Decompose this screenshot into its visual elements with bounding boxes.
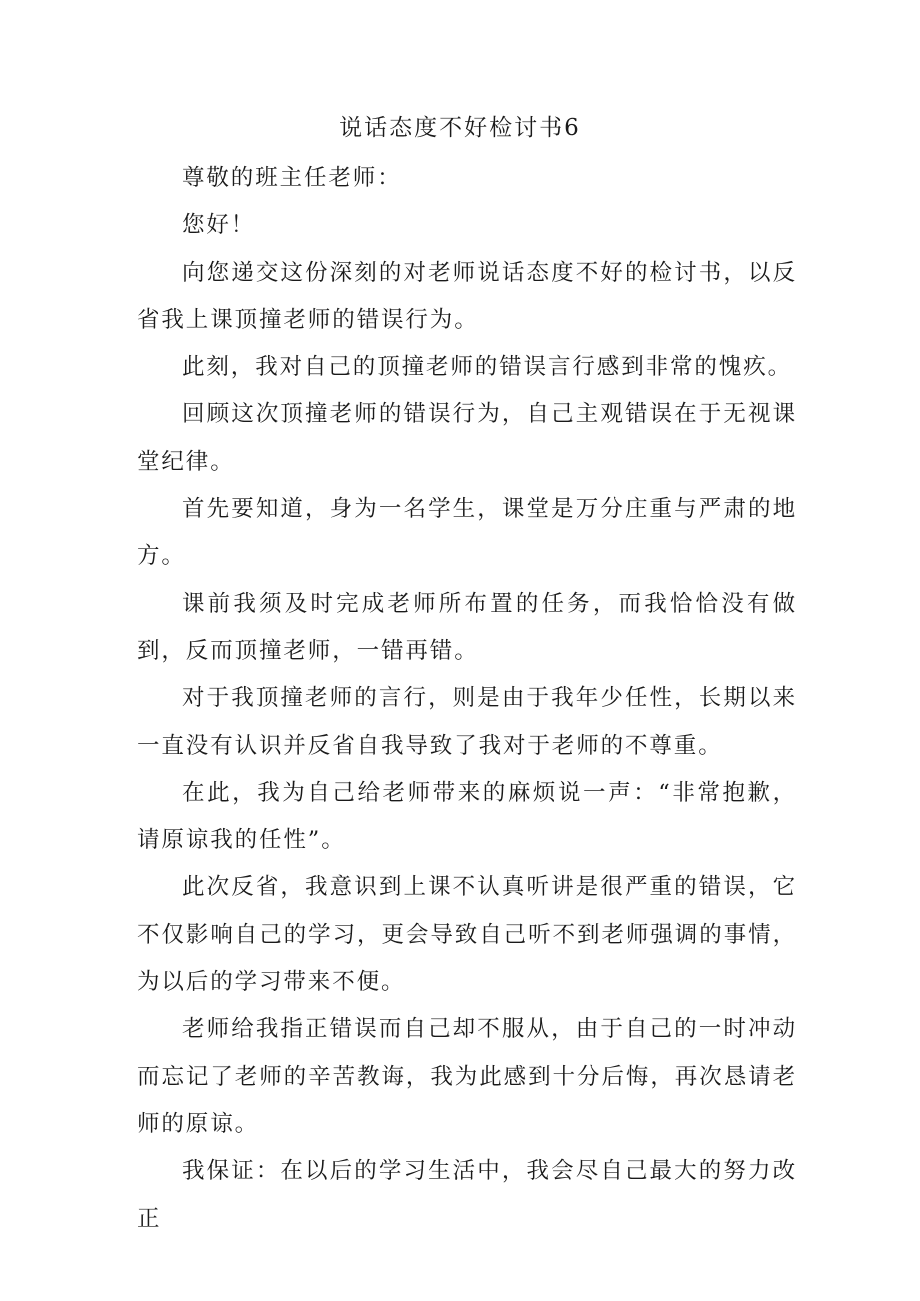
salutation: 尊敬的班主任老师： [182, 165, 402, 191]
greeting: 您好！ [182, 212, 256, 239]
body-paragraph: 对于我顶撞老师的言行，则是由于我年少任性，长期以来一直没有认识并反省自我导致了我对于老师的不尊重。 [137, 685, 797, 759]
body-paragraph: 此刻，我对自己的顶撞老师的错误言行感到非常的愧疚。 [182, 354, 793, 381]
document-body [137, 155, 797, 1243]
body-paragraph: 老师给我指正错误而自己却不服从，由于自己的一时冲动而忘记了老师的辛苦教诲，我为此感到十分后悔，再次恳请老师的原谅。 [137, 1016, 797, 1137]
body-paragraph: 此次反省，我意识到上课不认真听讲是很严重的错误，它不仅影响自己的学习，更会导致自己听不到老师强调的事情，为以后的学习带来不便。 [137, 874, 797, 996]
body-paragraph: 向您递交这份深刻的对老师说话态度不好的检讨书，以反省我上课顶撞老师的错误行为。 [137, 259, 797, 333]
body-paragraph: 回顾这次顶撞老师的错误行为，自己主观错误在于无视课堂纪律。 [137, 401, 797, 475]
body-paragraph: 课前我须及时完成老师所布置的任务，而我恰恰没有做到，反而顶撞老师，一错再错。 [137, 590, 797, 664]
body-paragraph: 我保证：在以后的学习生活中，我会尽自己最大的努力改正 [137, 1158, 797, 1232]
document-title: 说话态度不好检讨书6 [339, 115, 581, 141]
body-paragraph: 首先要知道，身为一名学生，课堂是万分庄重与严肃的地方。 [137, 496, 797, 570]
body-paragraph: 在此，我为自己给老师带来的麻烦说一声：“非常抱歉，请原谅我的任性”。 [137, 779, 797, 854]
